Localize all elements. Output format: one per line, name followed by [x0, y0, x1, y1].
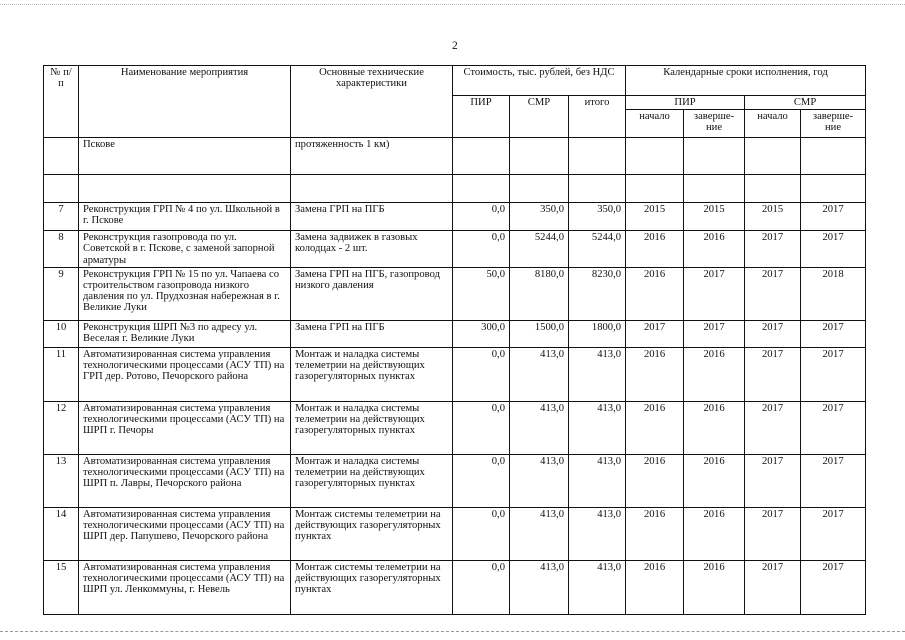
cell-smr-end: 2017 — [801, 320, 866, 347]
cell-pir-end: 2016 — [684, 507, 745, 560]
header-dates-smr: СМР — [745, 96, 866, 110]
cell-num: 15 — [44, 560, 79, 614]
header-row-1 — [44, 66, 866, 96]
continuation-tech: протяженность 1 км) — [291, 138, 453, 175]
cell-smr: 413,0 — [510, 454, 569, 507]
page-number: 2 — [452, 40, 458, 52]
cell-smr-end: 2017 — [801, 347, 866, 401]
cell-pir-end: 2015 — [684, 203, 745, 231]
cell-smr: 8180,0 — [510, 267, 569, 320]
header-dates-pir: ПИР — [626, 96, 745, 110]
header-pir-end: заверше-ние — [684, 110, 745, 138]
cell-smr-start: 2017 — [745, 401, 801, 454]
continuation-name: Пскове — [79, 138, 291, 175]
cell-pir-end: 2017 — [684, 267, 745, 320]
header-dates: Календарные сроки исполнения, год — [626, 66, 866, 96]
cell-smr-start: 2017 — [745, 267, 801, 320]
cell-tech: Монтаж системы телеметрии на действующих газорегуляторных пунктах — [291, 560, 453, 614]
cell-total: 413,0 — [569, 347, 626, 401]
cell-name: Автоматизированная система управления технологическими процессами (АСУ ТП) на ШРП ул. Ленкоммуны, г. Невель — [79, 560, 291, 614]
header-pir: ПИР — [453, 96, 510, 138]
cell-smr-start: 2017 — [745, 231, 801, 268]
cell-name: Реконструкция газопровода по ул. Советской в г. Пскове, с заменой запорной арматуры — [79, 231, 291, 268]
cell-total: 1800,0 — [569, 320, 626, 347]
cell-pir-start: 2016 — [626, 267, 684, 320]
cell-smr-end: 2017 — [801, 507, 866, 560]
cell-pir-end: 2016 — [684, 347, 745, 401]
cell-num: 13 — [44, 454, 79, 507]
cell-name: Автоматизированная система управления технологическими процессами (АСУ ТП) на ШРП г. Печоры — [79, 401, 291, 454]
table-row — [44, 507, 866, 560]
cell-pir-start: 2017 — [626, 320, 684, 347]
cell-smr: 5244,0 — [510, 231, 569, 268]
header-tech: Основные технические характеристики — [291, 66, 453, 138]
cell-smr-start: 2015 — [745, 203, 801, 231]
cell-pir: 50,0 — [453, 267, 510, 320]
cell-tech: Замена ГРП на ПГБ — [291, 203, 453, 231]
cell-tech: Монтаж и наладка системы телеметрии на действующих газорегуляторных пунктах — [291, 401, 453, 454]
cell-pir-end: 2016 — [684, 560, 745, 614]
cell-smr-end: 2018 — [801, 267, 866, 320]
scan-artifact-bottom — [0, 631, 905, 632]
cell-num: 7 — [44, 203, 79, 231]
header-smr-start: начало — [745, 110, 801, 138]
continuation-row — [44, 138, 866, 175]
cell-smr-start: 2017 — [745, 347, 801, 401]
cell-pir-end: 2017 — [684, 320, 745, 347]
cell-pir-start: 2016 — [626, 560, 684, 614]
table-body — [44, 203, 866, 615]
table-row — [44, 347, 866, 401]
header-total: итого — [569, 96, 626, 138]
cell-name: Автоматизированная система управления технологическими процессами (АСУ ТП) на ШРП дер. Папушево, Печорского района — [79, 507, 291, 560]
cell-pir-end: 2016 — [684, 454, 745, 507]
cell-smr: 413,0 — [510, 507, 569, 560]
cell-pir-start: 2016 — [626, 507, 684, 560]
cell-smr: 413,0 — [510, 347, 569, 401]
cell-name: Автоматизированная система управления технологическими процессами (АСУ ТП) на ГРП дер. Ротово, Печорского района — [79, 347, 291, 401]
cell-smr-start: 2017 — [745, 454, 801, 507]
cell-tech: Монтаж и наладка системы телеметрии на действующих газорегуляторных пунктах — [291, 347, 453, 401]
cell-pir: 0,0 — [453, 454, 510, 507]
cell-pir-start: 2016 — [626, 347, 684, 401]
cell-total: 8230,0 — [569, 267, 626, 320]
cell-name: Реконструкция ГРП № 4 по ул. Школьной в г. Пскове — [79, 203, 291, 231]
cell-pir-start: 2016 — [626, 454, 684, 507]
cell-total: 413,0 — [569, 401, 626, 454]
cell-smr-end: 2017 — [801, 401, 866, 454]
cell-smr-start: 2017 — [745, 560, 801, 614]
cell-smr-start: 2017 — [745, 320, 801, 347]
cell-pir: 0,0 — [453, 507, 510, 560]
cell-pir-start: 2015 — [626, 203, 684, 231]
table-row — [44, 267, 866, 320]
cell-name: Реконструкция ГРП № 15 по ул. Чапаева со строительством газопровода низкого давления по ул. Прудхозная набережная в г. Великие Луки — [79, 267, 291, 320]
measures-table — [43, 65, 866, 615]
cell-pir: 300,0 — [453, 320, 510, 347]
header-smr: СМР — [510, 96, 569, 138]
cell-smr-end: 2017 — [801, 203, 866, 231]
cell-smr-end: 2017 — [801, 560, 866, 614]
table-row — [44, 320, 866, 347]
cell-tech: Замена ГРП на ПГБ, газопровод низкого давления — [291, 267, 453, 320]
cell-name: Автоматизированная система управления технологическими процессами (АСУ ТП) на ШРП п. Лавры, Печорского района — [79, 454, 291, 507]
cell-num: 14 — [44, 507, 79, 560]
table-row — [44, 454, 866, 507]
cell-tech: Замена ГРП на ПГБ — [291, 320, 453, 347]
table-row — [44, 560, 866, 614]
cell-smr-end: 2017 — [801, 454, 866, 507]
cell-total: 413,0 — [569, 454, 626, 507]
cell-smr: 1500,0 — [510, 320, 569, 347]
scan-artifact-top — [0, 4, 905, 5]
cell-total: 413,0 — [569, 560, 626, 614]
continuation-num — [44, 138, 79, 175]
header-smr-end: заверше-ние — [801, 110, 866, 138]
cell-pir-end: 2016 — [684, 401, 745, 454]
cell-smr-start: 2017 — [745, 507, 801, 560]
cell-pir: 0,0 — [453, 203, 510, 231]
spacer-row — [44, 175, 866, 203]
cell-num: 9 — [44, 267, 79, 320]
cell-num: 8 — [44, 231, 79, 268]
cell-pir: 0,0 — [453, 347, 510, 401]
table-row — [44, 203, 866, 231]
cell-pir-end: 2016 — [684, 231, 745, 268]
cell-tech: Монтаж и наладка системы телеметрии на действующих газорегуляторных пунктах — [291, 454, 453, 507]
cell-num: 11 — [44, 347, 79, 401]
cell-total: 413,0 — [569, 507, 626, 560]
cell-smr: 350,0 — [510, 203, 569, 231]
header-num: № п/п — [44, 66, 79, 138]
cell-total: 350,0 — [569, 203, 626, 231]
header-pir-start: начало — [626, 110, 684, 138]
header-name: Наименование мероприятия — [79, 66, 291, 138]
cell-smr: 413,0 — [510, 401, 569, 454]
cell-total: 5244,0 — [569, 231, 626, 268]
table-row — [44, 401, 866, 454]
cell-num: 12 — [44, 401, 79, 454]
cell-tech: Замена задвижек в газовых колодцах - 2 шт. — [291, 231, 453, 268]
table-row — [44, 231, 866, 268]
cell-name: Реконструкция ШРП №3 по адресу ул. Веселая г. Великие Луки — [79, 320, 291, 347]
cell-pir: 0,0 — [453, 401, 510, 454]
cell-tech: Монтаж системы телеметрии на действующих газорегуляторных пунктах — [291, 507, 453, 560]
cell-pir: 0,0 — [453, 231, 510, 268]
cell-pir-start: 2016 — [626, 231, 684, 268]
cell-smr: 413,0 — [510, 560, 569, 614]
header-cost: Стоимость, тыс. рублей, без НДС — [453, 66, 626, 96]
cell-pir: 0,0 — [453, 560, 510, 614]
cell-smr-end: 2017 — [801, 231, 866, 268]
cell-num: 10 — [44, 320, 79, 347]
cell-pir-start: 2016 — [626, 401, 684, 454]
